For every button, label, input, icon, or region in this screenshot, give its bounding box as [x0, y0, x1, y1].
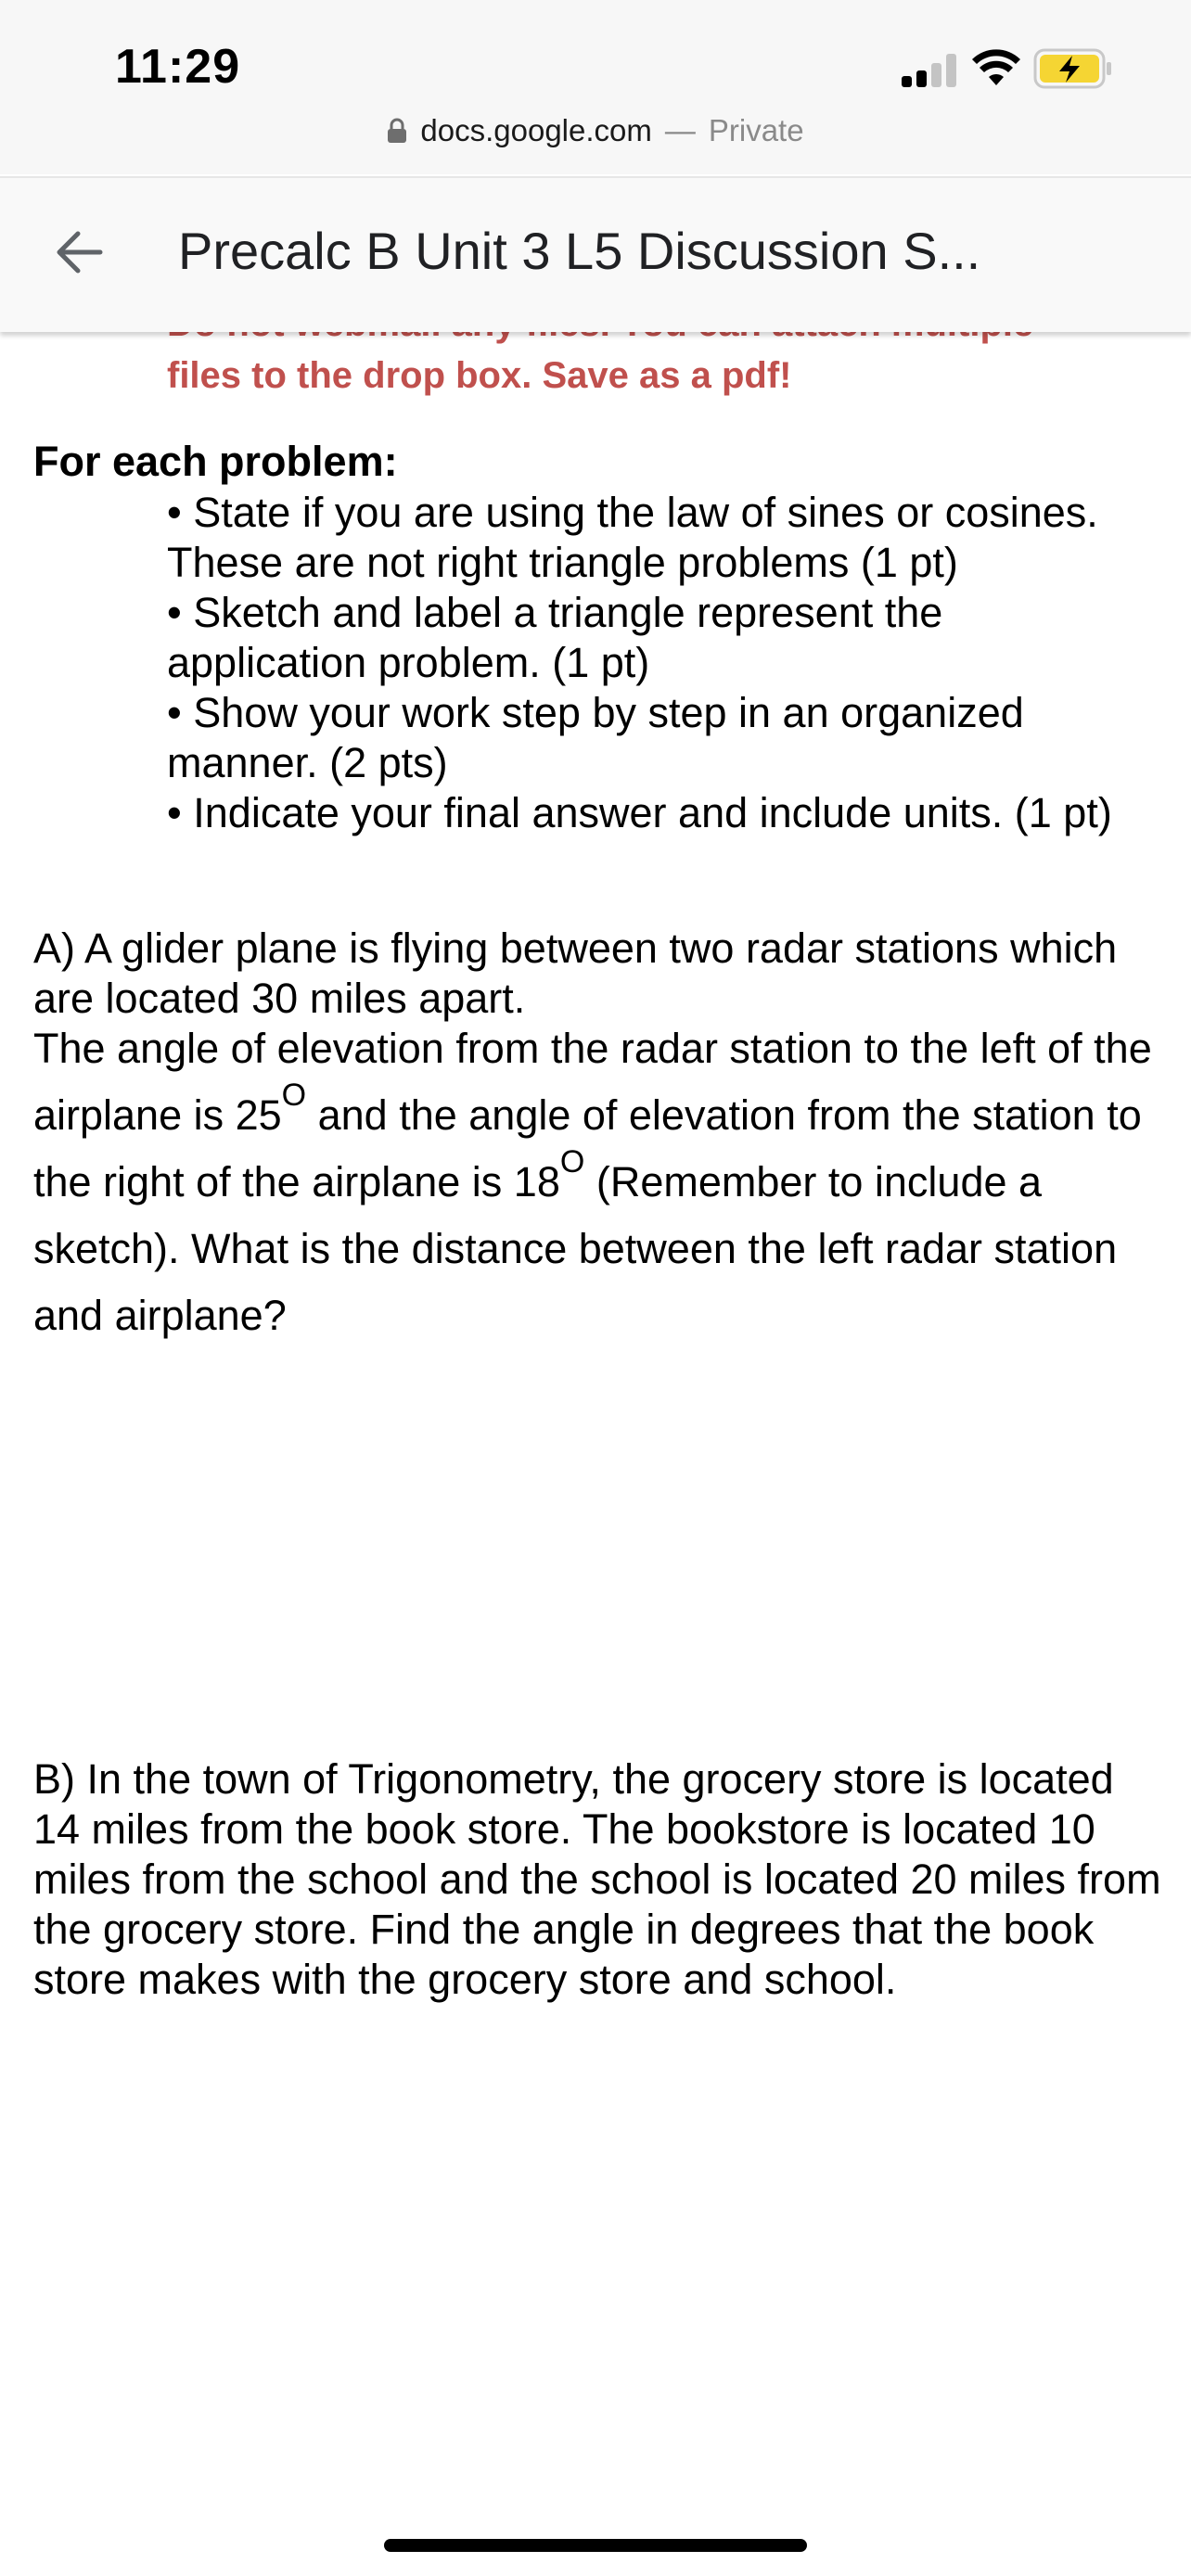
document-body[interactable] — [0, 330, 1191, 2576]
problem-b — [33, 1754, 1165, 2005]
lock-icon — [387, 118, 407, 144]
address-bar[interactable] — [0, 109, 1191, 174]
battery-charging-icon — [1033, 48, 1113, 89]
list-item: • State if you are using the law of sines or cosines. These are not right triangle problems (1 pt) — [167, 488, 1150, 588]
back-arrow-icon[interactable] — [43, 215, 117, 289]
url-separator: — — [664, 113, 696, 147]
warning-text: files to the drop box. Save as a pdf! — [167, 355, 792, 396]
status-bar — [0, 0, 1191, 121]
problem-a-text-2: and the angle of elevation from the station to the right of the airplane is 18 — [33, 1091, 1142, 1205]
document-title: Precalc B Unit 3 L5 Discussion S... — [178, 222, 981, 280]
instructions-list — [167, 488, 1150, 838]
degree-mark: O — [281, 1078, 307, 1113]
list-item: • Show your work step by step in an organized manner. (2 pts) — [167, 688, 1150, 788]
cellular-signal-icon — [902, 52, 957, 87]
home-indicator[interactable] — [384, 2539, 807, 2552]
problem-a-intro: A) A glider plane is flying between two radar stations which are located 30 miles apart. — [33, 925, 1118, 1022]
degree-mark: O — [559, 1144, 585, 1180]
list-item: • Sketch and label a triangle represent the application problem. (1 pt) — [167, 588, 1150, 688]
wifi-icon — [972, 48, 1020, 87]
list-item: • Indicate your final answer and include units. (1 pt) — [167, 788, 1150, 838]
problem-a-text-1: The angle of elevation from the radar station to the left of the airplane is 25 — [33, 1025, 1152, 1139]
app-header — [0, 176, 1191, 332]
problem-b-text: B) In the town of Trigonometry, the grocery store is located 14 miles from the book store. The bookstore is located 10 miles from the school and the school is located 20 miles from the grocery store. Find the angle in degrees that the book store makes with the grocery store and school. — [33, 1755, 1161, 2003]
status-time: 11:29 — [115, 40, 241, 94]
problem-a-text-3: (Remember to include a sketch). What is the distance between the left radar station and airplane? — [33, 1158, 1118, 1339]
private-label: Private — [708, 113, 804, 147]
instructions-heading: For each problem: — [33, 438, 398, 485]
problem-a-details — [33, 1015, 1165, 1349]
problem-a — [33, 924, 1165, 1349]
url-domain: docs.google.com — [420, 113, 652, 147]
